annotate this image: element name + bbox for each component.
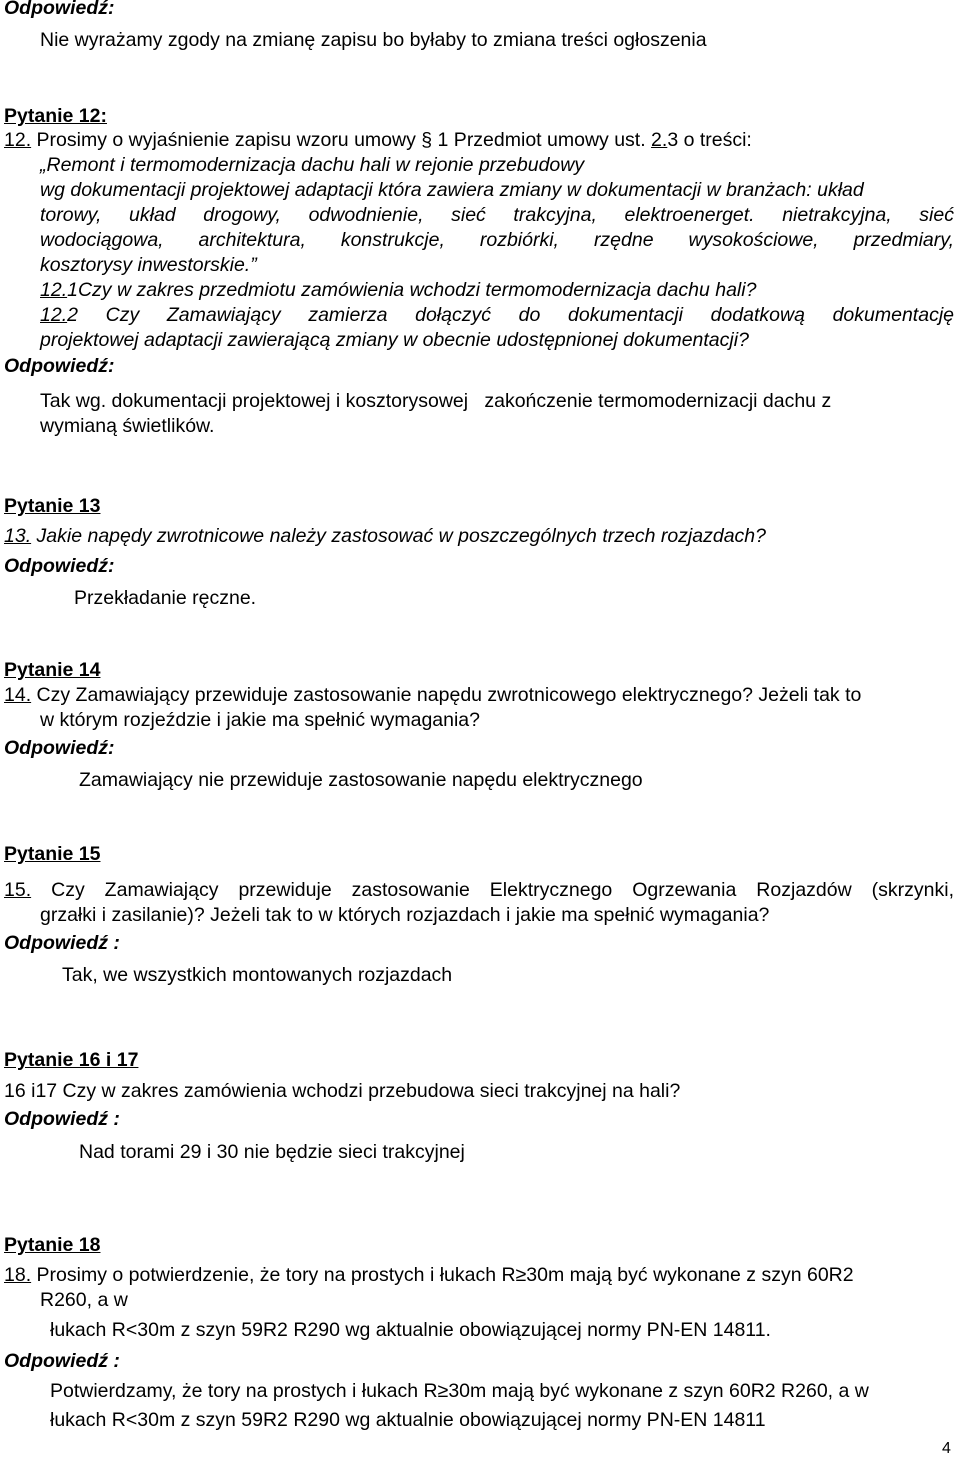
- question-number: 18.: [4, 1264, 32, 1286]
- question-14-line1: [4, 683, 861, 708]
- question-15-line1: [4, 878, 954, 903]
- answer-12-line2: wymianą świetlików.: [40, 415, 215, 437]
- answer-text: Nie wyrażamy zgody na zmianę zapisu bo byłaby to zmiana treści ogłoszenia: [40, 29, 707, 51]
- answer-15-text: Tak, we wszystkich montowanych rozjazdach: [62, 964, 453, 986]
- quote-line-5: kosztorysy inwestorskie.”: [40, 254, 257, 276]
- sub-question-12-2-line2: projektowej adaptacji zawierającą zmiany w obecnie udostępnionej dokumentacji?: [40, 329, 749, 351]
- question-18-line2: R260, a w: [40, 1289, 128, 1311]
- answer-13-text: Przekładanie ręczne.: [74, 587, 257, 609]
- question-15-line2: grzałki i zasilanie)? Jeżeli tak to w których rozjazdach i jakie ma spełnić wymagania?: [40, 904, 770, 926]
- quote-line-1: „Remont i termomodernizacja dachu hali w rejonie przebudowy: [40, 154, 585, 176]
- answer-label: Odpowiedź:: [4, 355, 115, 377]
- question-heading-16-17: Pytanie 16 i 17: [4, 1049, 139, 1071]
- answer-text: Tak wg.: [40, 390, 107, 412]
- answer-label: Odpowiedź:: [4, 555, 115, 577]
- question-text: 1Czy w zakres przedmiotu zamówienia wchodzi termomodernizacja dachu hali?: [67, 279, 757, 301]
- question-heading-13: Pytanie 13: [4, 495, 101, 517]
- answer-12-line1: [40, 389, 831, 414]
- sub-question-12-1: [40, 278, 756, 303]
- question-14-line2: w którym rozjeździe i jakie ma spełnić wymagania?: [40, 709, 480, 731]
- answer-18-line1: Potwierdzamy, że tory na prostych i łukach R≥30m mają być wykonane z szyn 60R2 R260, a w: [50, 1380, 869, 1402]
- question-heading-18: Pytanie 18: [4, 1234, 101, 1256]
- question-text: Czy Zamawiający przewiduje zastosowanie Elektrycznego Ogrzewania Rozjazdów (skrzynki,: [51, 879, 955, 901]
- question-heading-14: Pytanie 14: [4, 659, 101, 681]
- question-number: 12.: [4, 129, 32, 151]
- question-text: 3 o treści:: [667, 129, 752, 151]
- question-number: 13.: [4, 525, 32, 547]
- question-text: 2 Czy Zamawiający zamierza dołączyć do dokumentacji dodatkową dokumentację: [67, 304, 954, 326]
- answer-text: dokumentacji projektowej i kosztorysowej zakończenie termomodernizacji dachu z: [111, 390, 832, 412]
- sub-question-12-2-line1: [40, 303, 954, 328]
- question-16-17-text: 16 i17 Czy w zakres zamówienia wchodzi przebudowa sieci trakcyjnej na hali?: [4, 1080, 681, 1102]
- question-13-text: [4, 524, 766, 549]
- answer-label: Odpowiedź :: [4, 1350, 120, 1372]
- quote-line-2: wg dokumentacji projektowej adaptacji która zawiera zmiany w dokumentacji w branżach: układ: [40, 179, 864, 201]
- question-text: Czy Zamawiający przewiduje zastosowanie napędu zwrotnicowego elektrycznego? Jeżeli tak to: [36, 684, 862, 706]
- question-text: Jakie napędy zwrotnicowe należy zastosować w poszczególnych trzech rozjazdach?: [36, 525, 766, 547]
- question-number: 15.: [4, 879, 32, 901]
- question-text: 1 Przedmiot umowy ust.: [437, 129, 646, 151]
- answer-label: Odpowiedź :: [4, 1108, 120, 1130]
- answer-label: Odpowiedź :: [4, 932, 120, 954]
- question-18-line1: [4, 1263, 854, 1288]
- quote-line-3: torowy, układ drogowy, odwodnienie, sieć trakcyjna, elektroenerget. nietrakcyjna, sieć: [40, 204, 954, 226]
- question-text: 2.: [651, 129, 668, 151]
- page-number: 4: [942, 1440, 951, 1457]
- question-text: Prosimy o potwierdzenie, że tory na prostych i łukach R≥30m mają być wykonane z szyn 60R2: [36, 1264, 854, 1286]
- quote-line-4: wodociągowa, architektura, konstrukcje, rozbiórki, rzędne wysokościowe, przedmiary,: [40, 229, 954, 251]
- answer-label: Odpowiedź:: [4, 737, 115, 759]
- question-18-line3: łukach R<30m z szyn 59R2 R290 wg aktualnie obowiązującej normy PN-EN 14811.: [50, 1319, 771, 1341]
- question-heading-12: Pytanie 12:: [4, 105, 107, 127]
- question-12-intro: [4, 128, 752, 153]
- answer-18-line2: łukach R<30m z szyn 59R2 R290 wg aktualnie obowiązującej normy PN-EN 14811: [50, 1409, 766, 1431]
- question-number: 12.: [40, 304, 68, 326]
- answer-14-text: Zamawiający nie przewiduje zastosowanie napędu elektrycznego: [79, 769, 643, 791]
- section-sign: §: [421, 129, 433, 151]
- question-text: Prosimy o wyjaśnienie zapisu wzoru umowy: [36, 129, 416, 151]
- answer-16-17-text: Nad torami 29 i 30 nie będzie sieci trakcyjnej: [79, 1141, 465, 1163]
- question-heading-15: Pytanie 15: [4, 843, 101, 865]
- answer-label: Odpowiedź:: [4, 0, 115, 19]
- question-number: 14.: [4, 684, 32, 706]
- question-number: 12.: [40, 279, 68, 301]
